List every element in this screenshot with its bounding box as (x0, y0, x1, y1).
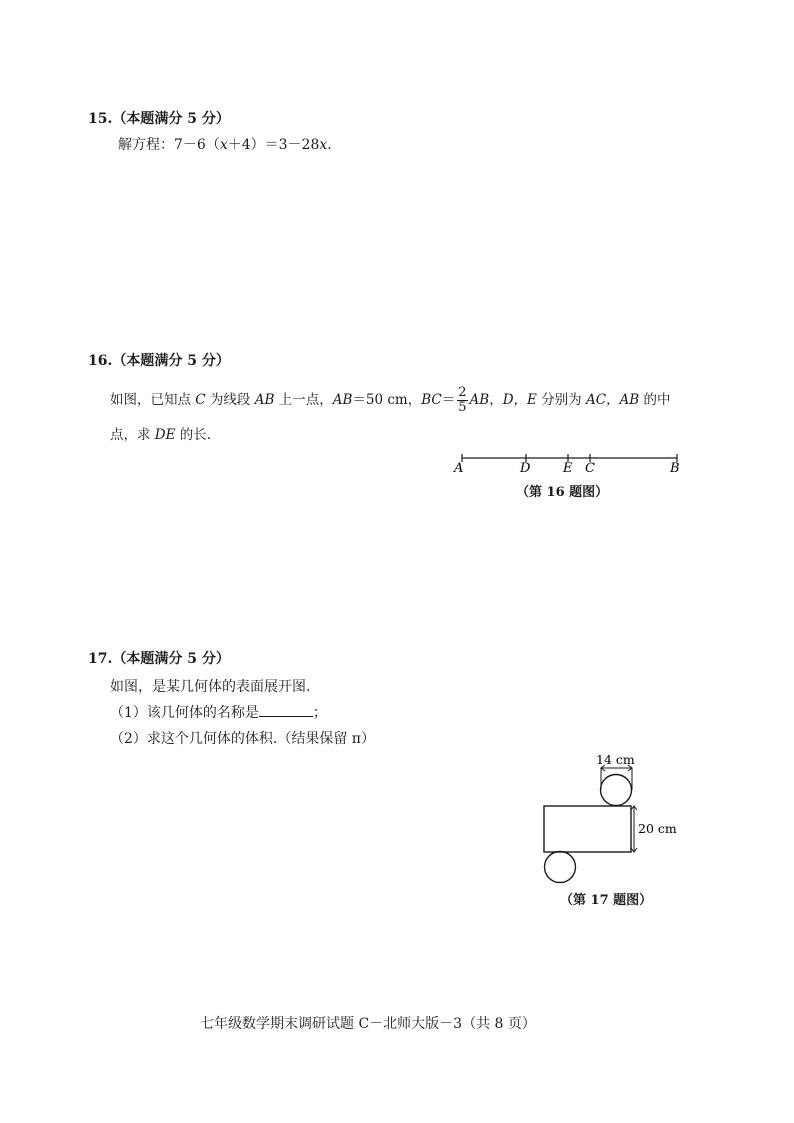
q15-header: 15.（本题满分 5 分） (88, 111, 230, 127)
q15-eq-part-a: 7－6（ (174, 137, 220, 153)
q16-point-c: C (195, 392, 206, 408)
q16-label-b: B (670, 461, 680, 476)
q16-points-de: D，E (502, 392, 537, 408)
q16-text: 分别为 (536, 392, 586, 408)
q16-segment-de: DE (154, 427, 176, 443)
q16-label-d: D (520, 461, 531, 476)
q16-segment-ab: AB (254, 392, 275, 408)
q16-header: 16.（本题满分 5 分） (88, 353, 230, 369)
q16-segment-ab: AB (332, 392, 353, 408)
q16-label-a: A (454, 461, 464, 476)
q16-text: 的中 (639, 392, 671, 408)
q16-text: ＝50 cm， (352, 392, 422, 408)
q15-var-x: x (219, 137, 228, 153)
q16-fraction-denominator: 5 (458, 400, 467, 415)
q16-text: 如图，已知点 (110, 392, 196, 408)
q17-question-1: （1）该几何体的名称是 (110, 705, 259, 721)
q17-diameter-label: 14 cm (596, 752, 635, 767)
q17-top-circle (601, 775, 632, 806)
q15-eq-end: . (327, 137, 332, 153)
q16-segment-ab: AB (469, 392, 490, 408)
q15-prompt: 解方程： (118, 137, 174, 153)
q17-caption: （第 17 题图） (560, 893, 653, 908)
q17-bottom-circle (545, 852, 576, 883)
q17-height-label: 20 cm (638, 821, 677, 836)
q16-segments-ac-ab: AC，AB (585, 392, 640, 408)
q16-text: ， (489, 392, 503, 408)
q17-line1: 如图，是某几何体的表面展开图. (110, 679, 311, 695)
q16-text: 上一点， (274, 392, 333, 408)
q16-text: ＝ (441, 392, 456, 408)
q16-label-e: E (563, 461, 573, 476)
q17-line3: （2）求这个几何体的体积.（结果保留 π） (110, 731, 376, 747)
page-footer: 七年级数学期末调研试题 C－北师大版－3（共 8 页） (200, 1016, 536, 1032)
q17-header: 17.（本题满分 5 分） (88, 651, 230, 667)
q17-lateral-rectangle (544, 806, 631, 852)
q16-fraction-numerator: 2 (458, 385, 467, 400)
q15-eq-part-b: ＋4）＝3－28 (227, 137, 320, 153)
q17-semicolon: ； (312, 705, 327, 721)
q16-text: 为线段 (205, 392, 255, 408)
q16-segment-bc: BC (421, 392, 442, 408)
q16-caption: （第 16 题图） (516, 485, 609, 500)
q16-text: 的长. (175, 427, 212, 443)
q16-label-c: C (585, 461, 595, 476)
q16-text: 点，求 (110, 427, 155, 443)
q15-var-x: x (319, 137, 328, 153)
